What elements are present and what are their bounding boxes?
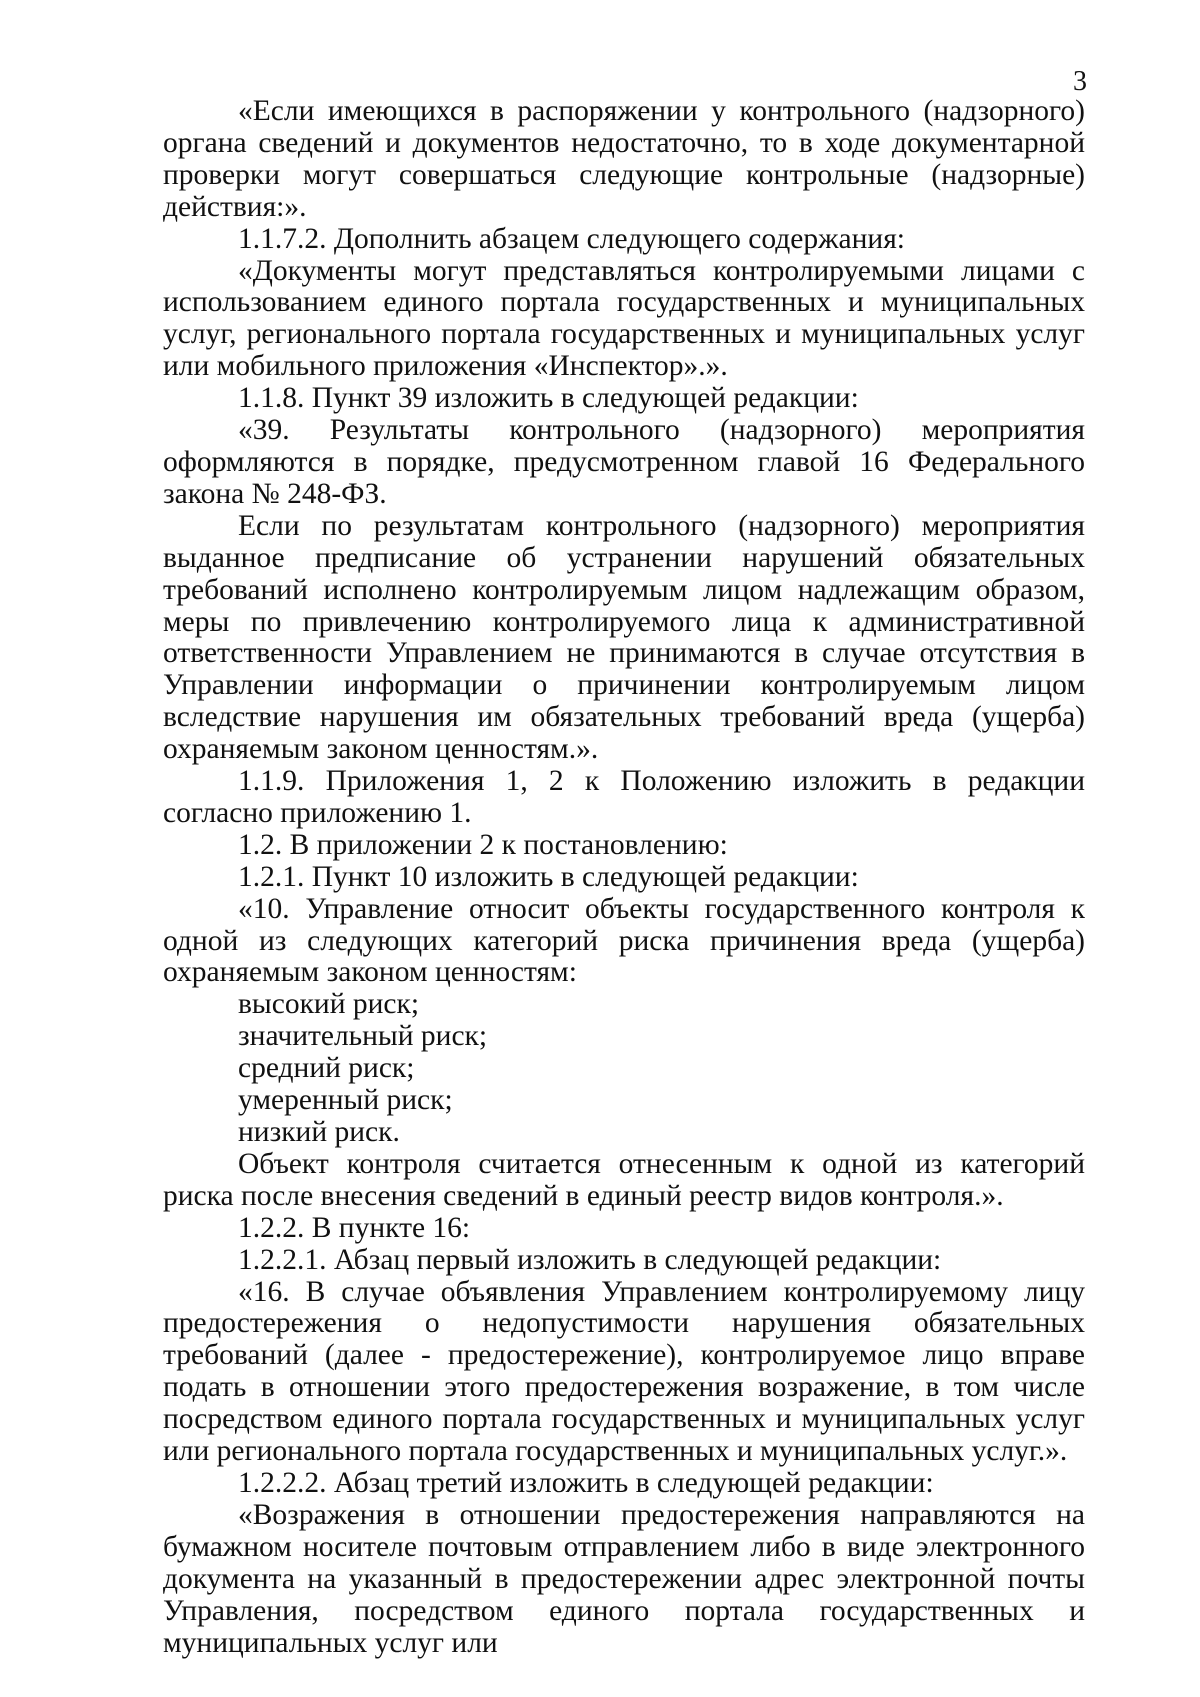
risk-category-item: средний риск; [238, 1052, 415, 1085]
paragraph: 1.1.7.2. Дополнить абзацем следующего содержания: [238, 222, 905, 255]
paragraph: 1.2. В приложении 2 к постановлению: [238, 828, 728, 861]
risk-category-item: умеренный риск; [238, 1084, 453, 1117]
paragraph: 1.2.2.2. Абзац третий изложить в следующей редакции: [238, 1466, 934, 1499]
paragraph: 1.2.2.1. Абзац первый изложить в следующей редакции: [238, 1243, 942, 1276]
paragraph: «Возражения в отношении предостережения направляются на бумажном носителе почтовым отправлением либо в виде электронного документа на указанный в предостережении адрес электронной почты Управления, посредством единого портала государственных и муниципальных услуг или [163, 1498, 1085, 1659]
paragraph: 1.2.1. Пункт 10 изложить в следующей редакции: [238, 860, 859, 893]
page-number: 3 [1073, 66, 1087, 97]
paragraph: 1.2.2. В пункте 16: [238, 1211, 471, 1244]
paragraph: Объект контроля считается отнесенным к одной из категорий риска после внесения сведений в единый реестр видов контроля.». [163, 1147, 1085, 1212]
paragraph: «16. В случае объявления Управлением контролируемому лицу предостережения о недопустимости нарушения обязательных требований (далее - предостережение), контролируемое лицо вправе подать в отношении этого предостережения возражение, в том числе посредством единого портала государственных и муниципальных услуг или регионального портала государственных и муниципальных услуг.». [163, 1275, 1085, 1468]
paragraph: 1.1.9. Приложения 1, 2 к Положению изложить в редакции согласно приложению 1. [163, 765, 1085, 829]
paragraph: «Если имеющихся в распоряжении у контрольного (надзорного) органа сведений и документов недостаточно, то в ходе документарной проверки могут совершаться следующие контрольные (надзорные) действия:». [163, 95, 1085, 223]
paragraph: 1.1.8. Пункт 39 изложить в следующей редакции: [238, 382, 859, 415]
paragraph: «10. Управление относит объекты государственного контроля к одной из следующих категорий риска причинения вреда (ущерба) охраняемым законом ценностям: [163, 892, 1085, 989]
risk-category-item: значительный риск; [238, 1020, 488, 1053]
paragraph: «Документы могут представляться контролируемыми лицами с использованием единого портала государственных и муниципальных услуг, регионального портала государственных и муниципальных услуг или мобильного приложения «Инспектор».». [163, 254, 1085, 383]
paragraph: Если по результатам контрольного (надзорного) мероприятия выданное предписание об устранении нарушений обязательных требований исполнено контролируемым лицом надлежащим образом, меры по привлечению контролируемого лица к административной ответственности Управлением не принимаются в случае отсутствия в Управлении информации о причинении контролируемым лицом вследствие нарушения им обязательных требований вреда (ущерба) охраняемым законом ценностям.». [163, 509, 1085, 766]
paragraph: «39. Результаты контрольного (надзорного) мероприятия оформляются в порядке, предусмотренном главой 16 Федерального закона № 248-ФЗ. [163, 414, 1085, 510]
document-body [163, 96, 1085, 1659]
risk-category-item: низкий риск. [238, 1116, 400, 1148]
risk-category-item: высокий риск; [238, 988, 420, 1021]
